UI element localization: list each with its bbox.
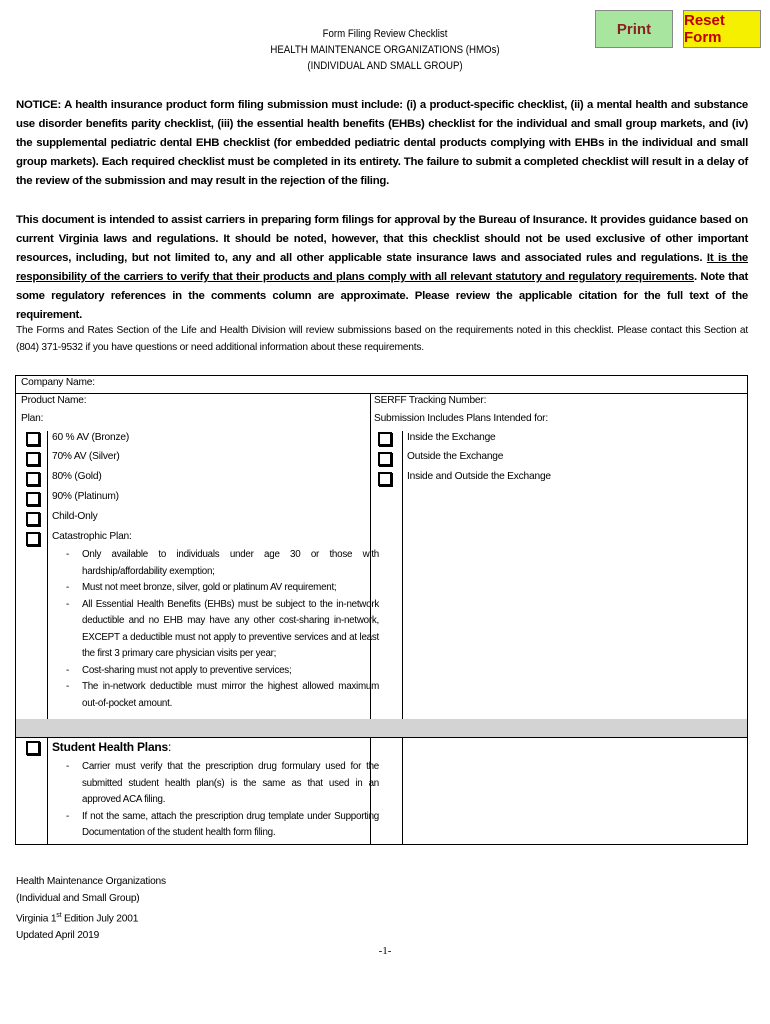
student-health-requirements	[66, 759, 379, 842]
bronze-checkbox[interactable]	[26, 432, 40, 446]
bronze-label: 60 % AV (Bronze)	[52, 432, 130, 443]
student-health-title-text: Student Health Plans	[52, 740, 169, 754]
footer-line-1: Health Maintenance Organizations	[16, 876, 166, 887]
child-only-checkbox[interactable]	[26, 512, 40, 526]
intro-underlined-text: It is the responsibility of the carriers to verify that their products and plans comply with all relevant statutory and regulatory requirements	[16, 252, 748, 283]
footer-updated: Updated April 2019	[16, 930, 100, 942]
list-item: - Must not meet bronze, silver, gold or platinum AV requirement;	[66, 580, 379, 597]
student-health-title	[52, 740, 171, 754]
separator-row	[16, 719, 747, 737]
review-note: The Forms and Rates Section of the Life and Health Division will review submissions based on the requirements noted in this checklist. Please contact this Section at (804) 371-9532 if you have questions or need additional information about these requirements.	[16, 325, 748, 353]
submission-includes-label: Submission Includes Plans Intended for:	[374, 413, 548, 424]
footer-edition-sup: st	[56, 912, 62, 919]
footer-edition	[16, 907, 166, 927]
student-health-checkbox[interactable]	[26, 741, 40, 755]
reset-form-button[interactable]: Reset Form	[683, 10, 761, 48]
footer-edition-post: Edition July 2001	[61, 913, 139, 925]
header-market: (INDIVIDUAL AND SMALL GROUP)	[307, 60, 463, 72]
intro-text-1: This document is intended to assist carriers in preparing form filings for approval by the Bureau of Insurance. It provides guidance based on current Virginia laws and regulations. It should be noted, however, that this checklist should not be used exclusive of other important resources, including, but not limited to, any and all other applicable state insurance laws and associated rules and regulations.	[16, 214, 748, 264]
student-health-colon: :	[168, 740, 172, 754]
inside-exchange-label: Inside the Exchange	[407, 432, 496, 443]
catastrophic-title: Catastrophic Plan:	[52, 531, 132, 542]
list-item: - If not the same, attach the prescription drug template under Supporting Documentation of the student health form filing.	[66, 809, 379, 842]
list-item: - Cost-sharing must not apply to preventive services;	[66, 663, 379, 680]
plan-label: Plan:	[21, 413, 44, 424]
silver-checkbox[interactable]	[26, 452, 40, 466]
product-name-label: Product Name:	[21, 395, 87, 406]
list-item: - The in-network deductible must mirror the highest allowed maximum out-of-pocket amount.	[66, 679, 379, 712]
inside-outside-exchange-label: Inside and Outside the Exchange	[407, 471, 551, 482]
platinum-checkbox[interactable]	[26, 492, 40, 506]
list-item: - Only available to individuals under age 30 or those with hardship/affordability exemption;	[66, 547, 379, 580]
gold-checkbox[interactable]	[26, 472, 40, 486]
outside-exchange-label: Outside the Exchange	[407, 451, 504, 462]
intro-text-2: . Note that some regulatory references in the comments column are approximate. Please review the applicable citation for the full text of the requirement.	[16, 271, 748, 321]
footer-line-2: (Individual and Small Group)	[16, 893, 140, 904]
list-item: - All Essential Health Benefits (EHBs) must be subject to the in-network deductible and no EHB may have any other cost-sharing in-network, EXCEPT a deductible must not apply to preventive services and at least the first 3 primary care physician visits per year;	[66, 597, 379, 663]
notice-paragraph: NOTICE: A health insurance product form filing submission must include: (i) a product-specific checklist, (ii) a mental health and substance use disorder benefits parity checklist, (iii) the essential health benefits (EHBs) checklist for the individual and small group markets, and (iv) the supplemental pediatric dental EHB checklist (for embedded pediatric dental products complying with EHBs in the individual and small group markets). Each required checklist must be completed in its entirety. The failure to submit a completed checklist will result in a delay of the review of the submission and may result in the rejection of the filing.	[16, 99, 748, 187]
outside-exchange-checkbox[interactable]	[378, 452, 392, 466]
catastrophic-checkbox[interactable]	[26, 532, 40, 546]
page-number: -1-	[378, 945, 392, 957]
document-footer	[16, 873, 166, 944]
catastrophic-requirements	[66, 547, 379, 712]
list-item: - Carrier must verify that the prescription drug formulary used for the submitted student health plan(s) is the same as that used in an approved ACA filing.	[66, 759, 379, 809]
intro-paragraph	[16, 211, 748, 325]
header-title: Form Filing Review Checklist	[322, 28, 448, 40]
platinum-label: 90% (Platinum)	[52, 491, 119, 502]
print-button[interactable]: Print	[595, 10, 673, 48]
serff-tracking-label: SERFF Tracking Number:	[374, 395, 487, 406]
child-only-label: Child-Only	[52, 511, 98, 522]
gold-label: 80% (Gold)	[52, 471, 102, 482]
company-name-label: Company Name:	[21, 377, 95, 388]
inside-exchange-checkbox[interactable]	[378, 432, 392, 446]
silver-label: 70% AV (Silver)	[52, 451, 120, 462]
header-subtitle: HEALTH MAINTENANCE ORGANIZATIONS (HMOs)	[270, 44, 500, 56]
footer-edition-pre: Virginia 1	[16, 913, 57, 925]
inside-outside-exchange-checkbox[interactable]	[378, 472, 392, 486]
plan-info-form	[15, 375, 748, 845]
